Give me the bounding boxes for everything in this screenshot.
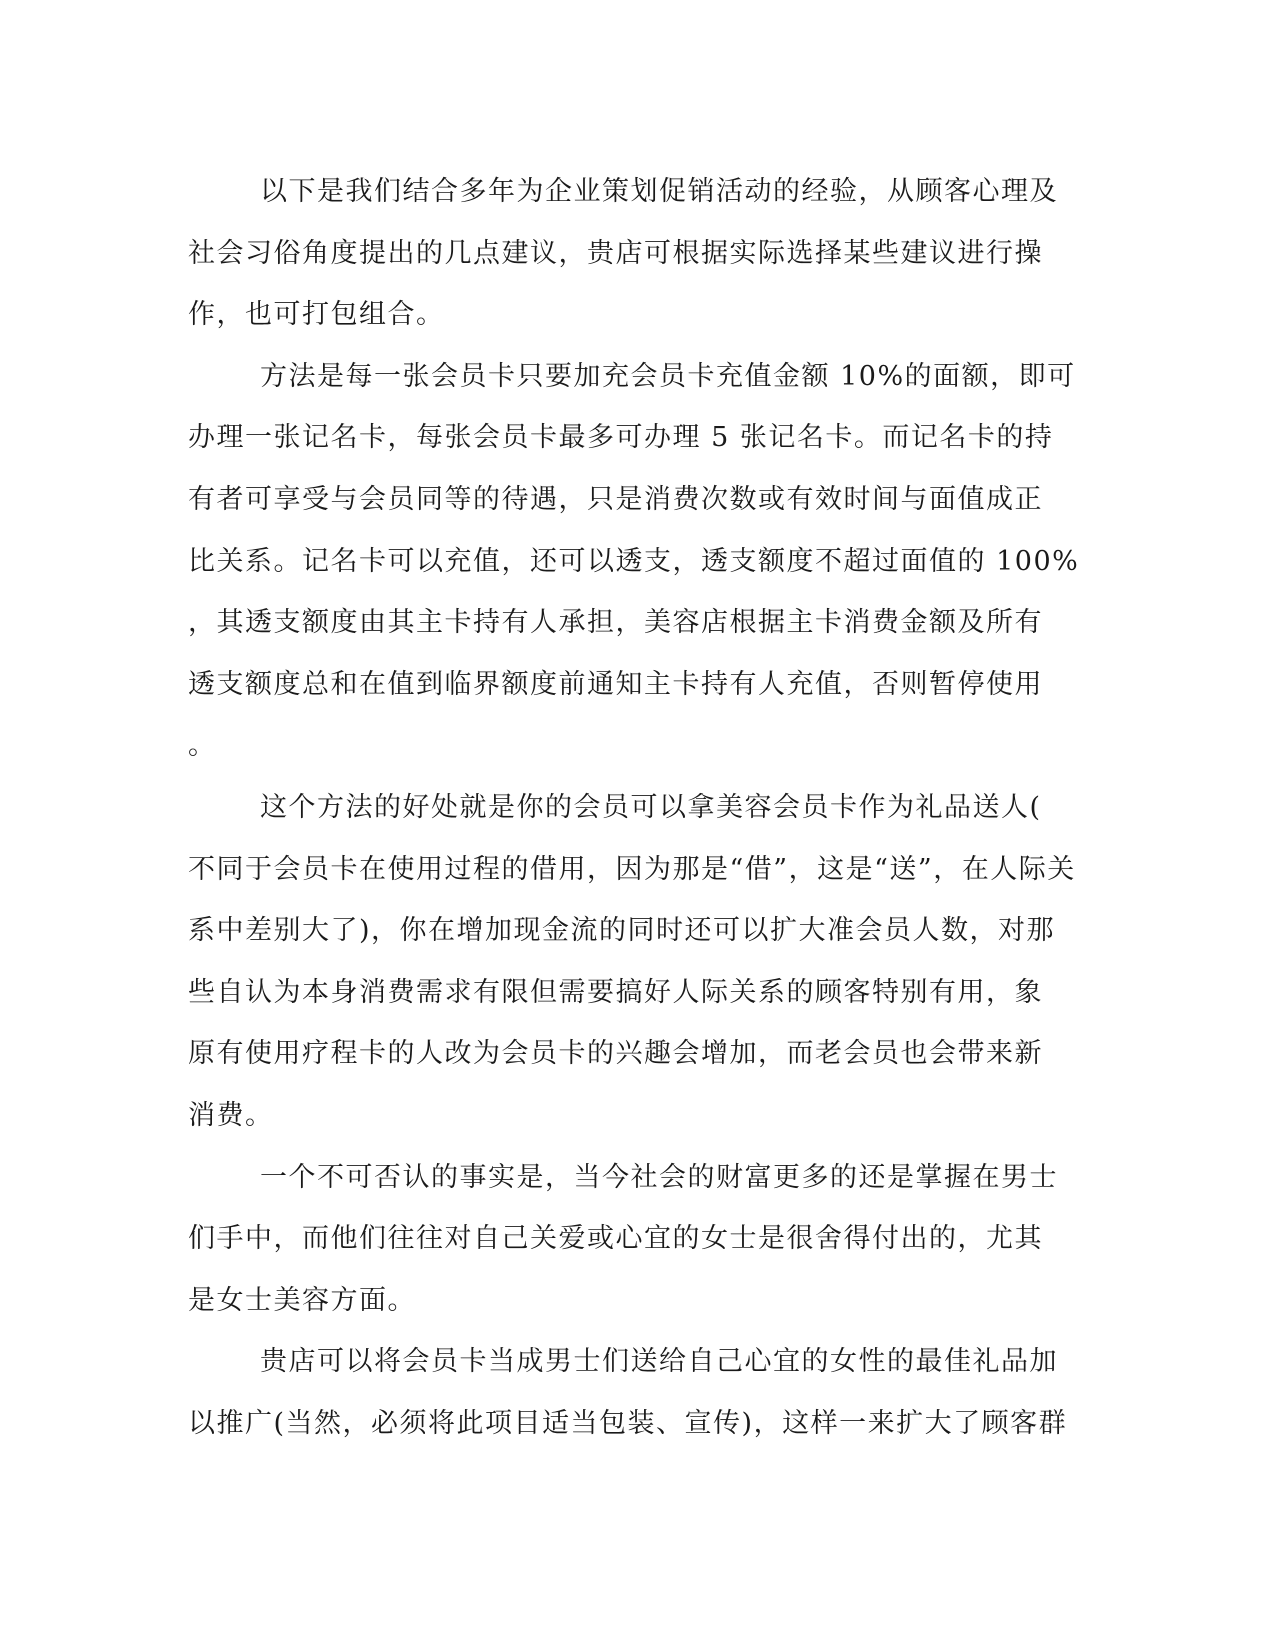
paragraph-1-line-2: 社会习俗角度提出的几点建议，贵店可根据实际选择某些建议进行操 <box>188 237 1043 269</box>
paragraph-5-line-2: 以推广(当然，必须将此项目适当包装、宣传)，这样一来扩大了顾客群 <box>188 1407 1068 1439</box>
paragraph-2-line-5: ，其透支额度由其主卡持有人承担，美容店根据主卡消费金额及所有 <box>188 607 1043 639</box>
paragraph-2-line-6: 透支额度总和在值到临界额度前通知主卡持有人充值，否则暂停使用 <box>188 668 1043 700</box>
paragraph-1-line-1: 以下是我们结合多年为企业策划促销活动的经验，从顾客心理及 <box>260 176 1058 207</box>
paragraph-3-line-2: 不同于会员卡在使用过程的借用，因为那是“借”，这是“送”，在人际关 <box>188 853 1076 885</box>
paragraph-3-line-6: 消费。 <box>188 1099 274 1131</box>
paragraph-4-line-3: 是女士美容方面。 <box>188 1284 416 1316</box>
paragraph-2-line-1: 方法是每一张会员卡只要加充会员卡充值金额 10%的面额，即可 <box>260 360 1076 392</box>
paragraph-3-line-1: 这个方法的好处就是你的会员可以拿美容会员卡作为礼品送人( <box>260 791 1042 823</box>
paragraph-2-line-2: 办理一张记名卡，每张会员卡最多可办理 5 张记名卡。而记名卡的持 <box>188 422 1054 454</box>
paragraph-3-line-4: 些自认为本身消费需求有限但需要搞好人际关系的顾客特别有用，象 <box>188 976 1043 1008</box>
paragraph-4-line-1: 一个不可否认的事实是，当今社会的财富更多的还是掌握在男士 <box>260 1161 1058 1193</box>
paragraph-1-line-3: 作，也可打包组合。 <box>188 299 445 331</box>
paragraph-3-line-3: 系中差别大了)，你在增加现金流的同时还可以扩大准会员人数，对那 <box>188 915 1056 947</box>
paragraph-4-line-2: 们手中，而他们往往对自己关爱或心宜的女士是很舍得付出的，尤其 <box>188 1223 1043 1255</box>
document-body <box>188 161 1088 1454</box>
paragraph-2-line-7: 。 <box>188 730 217 762</box>
paragraph-3-line-5: 原有使用疗程卡的人改为会员卡的兴趣会增加，而老会员也会带来新 <box>188 1038 1043 1070</box>
paragraph-2-line-4: 比关系。记名卡可以充值，还可以透支，透支额度不超过面值的 100% <box>188 545 1080 577</box>
paragraph-5-line-1: 贵店可以将会员卡当成男士们送给自己心宜的女性的最佳礼品加 <box>260 1346 1058 1378</box>
paragraph-2-line-3: 有者可享受与会员同等的待遇，只是消费次数或有效时间与面值成正 <box>188 483 1043 515</box>
